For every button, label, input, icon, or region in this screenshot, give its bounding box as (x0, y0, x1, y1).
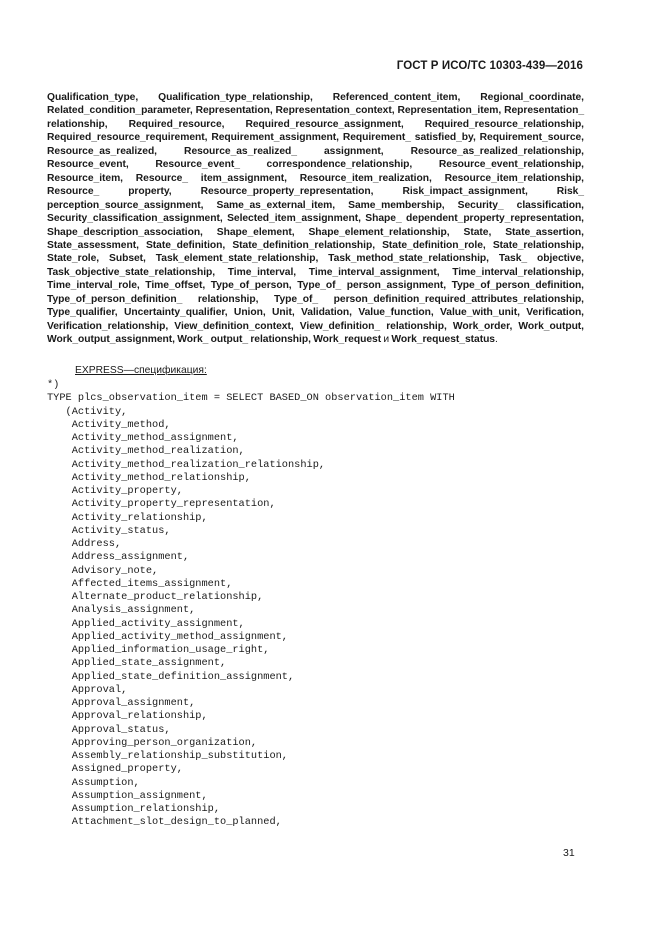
entity-list-paragraph (47, 91, 584, 347)
code-line: Activity_method_relationship, (47, 471, 251, 484)
code-line: Affected_items_assignment, (47, 577, 233, 590)
code-line: Activity_method_realization_relationship, (47, 458, 326, 471)
code-line: Assumption_relationship, (47, 803, 221, 815)
code-line: Assembly_relationship_substitution, (47, 750, 288, 762)
entity-list-tail: Work_request_status (391, 334, 495, 346)
code-line: Analysis_assignment, (47, 604, 196, 617)
code-line: Address, (47, 538, 122, 550)
code-line: Applied_activity_method_assignment, (47, 630, 288, 643)
code-line: Alternate_product_relationship, (47, 591, 264, 603)
code-line: TYPE plcs_observation_item = SELECT BASED_ON observation_item WITH (47, 392, 455, 405)
entity-list-main: Qualification_type, Qualification_type_relationship, Referenced_content_item, Regional_coordinate, Related_condition_parameter, Representation, Representation_context, Representation_item, Representation_ relationship, Required_resource, Required_resource_assignment, Required_resource_relationship, Required_resource_requirement, Requirement_assignment, Requirement_ satisfied_by, Requirement_source, Resource_as_realized, Resource_as_realized_ assignment, Resource_as_realized_relationship, Resource_event, Resource_event_ correspondence_relationship, Resource_event_relationship, Resource_item, Resource_ item_assignment, Resource_item_realization, Resource_item_relationship, Resource_ property, Resource_property_representation, Risk_impact_assignment, Risk_ perception_source_assignment, Same_as_external_item, Same_membership, Security_ classification, Security_classification_assignment, Selected_item_assignment, Shape_ dependent_property_representation, Shape_description_association, Shape_element, Shape_element_relationship, State, State_assertion, State_assessment, State_definition, State_definition_relationship, State_definition_role, State_relationship, State_role, Subset, Task_element_state_relationship, Task_method_state_relationship, Task_ objective, Task_objective_state_relationship, Time_interval, Time_interval_assignment, Time_interval_relationship, Time_interval_role, Time_offset, Type_of_person, Type_of_ person_assignment, Type_of_person_definition, Type_of_person_definition_ relationship, Type_of_ person_definition_required_attributes_relationship, Type_qualifier, Uncertainty_qualifier, Union, Unit, Validation, Value_function, Value_with_unit, Verification, Verification_relationship, View_definition_context, View_definition_ relationship, Work_order, Work_output, Work_output_assignment, Work_ output_ relationship, Work_request (47, 92, 584, 346)
code-line: Activity_property_representation, (47, 498, 276, 511)
code-line: Assumption_assignment, (47, 789, 208, 802)
code-line: Assigned_property, (47, 763, 183, 776)
code-line: (Activity, (47, 405, 128, 418)
code-line: Attachment_slot_design_to_planned, (47, 816, 282, 829)
code-line: *) (47, 379, 60, 391)
code-line: Activity_method, (47, 418, 171, 431)
code-line: Address_assignment, (47, 551, 190, 564)
code-line: Activity_relationship, (47, 511, 208, 524)
express-code-block (47, 379, 455, 830)
code-line: Applied_activity_assignment, (47, 617, 245, 630)
code-line: Activity_status, (47, 524, 171, 537)
code-line: Applied_information_usage_right, (47, 644, 270, 656)
code-line: Applied_state_assignment, (47, 657, 227, 670)
code-line: Approval, (47, 683, 128, 696)
code-line: Activity_property, (47, 485, 183, 497)
entity-list-period: . (495, 334, 498, 346)
page-header: ГОСТ Р ИСО/ТС 10303-439—2016 (396, 60, 583, 72)
page-number: 31 (563, 847, 575, 859)
code-line: Assumption, (47, 776, 140, 789)
entity-list-conjunction: и (381, 334, 392, 346)
code-line: Approval_status, (47, 723, 171, 736)
code-line: Activity_method_assignment, (47, 432, 239, 444)
code-line: Applied_state_definition_assignment, (47, 670, 295, 683)
code-line: Approving_person_organization, (47, 736, 258, 749)
code-line: Advisory_note, (47, 564, 159, 577)
express-spec-label: EXPRESS—спецификация: (75, 365, 207, 376)
code-line: Approval_assignment, (47, 697, 196, 709)
code-line: Approval_relationship, (47, 710, 208, 723)
code-line: Activity_method_realization, (47, 445, 245, 458)
